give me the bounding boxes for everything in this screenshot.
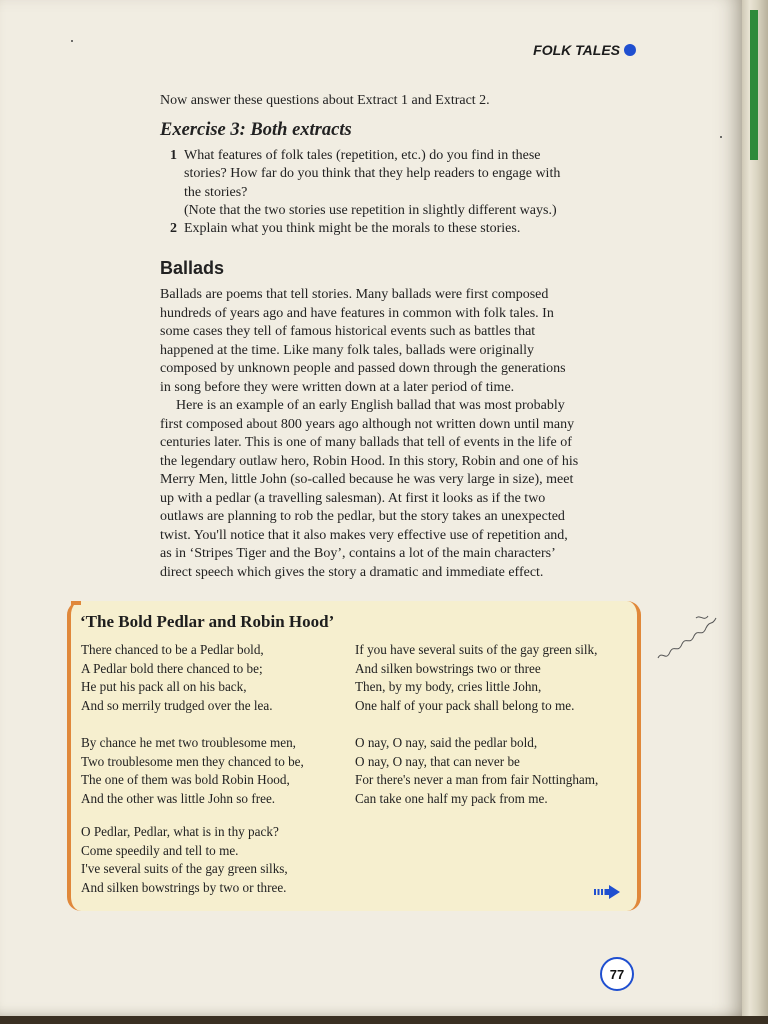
poem-line: He put his pack all on his back, bbox=[81, 679, 247, 694]
poem-stanza bbox=[355, 734, 598, 808]
paragraph-line: up with a pedlar (a travelling salesman). At first it looks as if the two bbox=[160, 490, 546, 506]
poem-line: And so merrily trudged over the lea. bbox=[81, 697, 273, 713]
paragraph-line: first composed about 800 years ago although not written down until many bbox=[160, 416, 575, 432]
page-number: 77 bbox=[600, 957, 634, 991]
paragraph-line: in song before they were written down at a later period of time. bbox=[160, 379, 515, 395]
paragraph-1 bbox=[160, 286, 566, 397]
poem-line: A Pedlar bold there chanced to be; bbox=[81, 660, 263, 676]
paragraph-line: some cases they tell of famous historical events such as battles that bbox=[160, 324, 536, 339]
poem-line: O Pedlar, Pedlar, what is in thy pack? bbox=[81, 824, 279, 839]
poem-line: Come speedily and tell to me. bbox=[81, 842, 239, 858]
poem-line: I've several suits of the gay green silks, bbox=[81, 861, 288, 876]
poem-line: Two troublesome men they chanced to be, bbox=[81, 753, 304, 769]
intro-text: Now answer these questions about Extract 1 and Extract 2. bbox=[160, 93, 490, 108]
exercise-heading: Exercise 3: Both extracts bbox=[160, 120, 352, 140]
paragraph-line: Merry Men, little John (so-called because he was very large in size), meet bbox=[160, 472, 574, 487]
section-heading: Ballads bbox=[160, 258, 225, 278]
poem-line: O nay, O nay, said the pedlar bold, bbox=[355, 735, 538, 750]
question-2 bbox=[170, 220, 521, 238]
poem-title: ‘The Bold Pedlar and Robin Hood’ bbox=[80, 612, 335, 631]
bullet-dot-icon bbox=[624, 44, 636, 56]
question-line: Explain what you think might be the morals to these stories. bbox=[184, 221, 521, 236]
speck bbox=[71, 40, 73, 42]
poem-stanza bbox=[81, 734, 304, 808]
poem-line: And silken bowstrings by two or three. bbox=[81, 879, 287, 895]
poem-line: And silken bowstrings two or three bbox=[355, 660, 541, 676]
paragraph-line: as in ‘Stripes Tiger and the Boy’, contains a lot of the main characters’ bbox=[160, 546, 556, 561]
paragraph-line: outlaws are planning to rob the pedlar, but the story takes an unexpected bbox=[160, 509, 565, 524]
paragraph-2 bbox=[160, 397, 578, 582]
question-number: 1 bbox=[170, 148, 177, 163]
poem-stanza bbox=[81, 641, 273, 715]
poem-line: The one of them was bold Robin Hood, bbox=[81, 772, 290, 787]
paragraph-line: hundreds of years ago and have features in common with folk tales. In bbox=[160, 305, 554, 321]
poem-line: And the other was little John so free. bbox=[81, 790, 276, 806]
question-line: What features of folk tales (repetition, etc.) do you find in these bbox=[184, 148, 541, 163]
poem-stanza bbox=[81, 823, 288, 897]
paragraph-line: the legendary outlaw hero, Robin Hood. In this story, Robin and one of his bbox=[160, 453, 579, 469]
paragraph-line: happened at the time. Like many folk tales, ballads were originally bbox=[160, 342, 534, 358]
paragraph-line: Here is an example of an early English ballad that was most probably bbox=[176, 398, 565, 413]
page-bottom-edge bbox=[0, 1016, 768, 1024]
poem-line: By chance he met two troublesome men, bbox=[81, 735, 296, 750]
header-title: FOLK TALES bbox=[533, 42, 620, 58]
paragraph-line: twist. You'll notice that it also makes very effective use of repetition and, bbox=[160, 527, 568, 543]
question-line: (Note that the two stories use repetition in slightly different ways.) bbox=[184, 203, 557, 219]
green-tab-marker bbox=[750, 10, 758, 160]
question-1 bbox=[170, 147, 561, 219]
paragraph-line: direct speech which gives the story a dramatic and immediate effect. bbox=[160, 564, 544, 580]
poem-line: One half of your pack shall belong to me. bbox=[355, 697, 575, 713]
arrow-right-icon bbox=[594, 885, 620, 899]
paragraph-line: centuries later. This is one of many ballads that tell of events in the life of bbox=[160, 435, 572, 450]
speck bbox=[720, 136, 722, 138]
handwritten-note bbox=[650, 610, 720, 670]
question-line: the stories? bbox=[184, 184, 248, 200]
question-number: 2 bbox=[170, 221, 177, 236]
question-line: stories? How far do you think that they help readers to engage with bbox=[184, 166, 561, 182]
poem-stanza bbox=[355, 641, 597, 715]
paragraph-line: Ballads are poems that tell stories. Many ballads were first composed bbox=[160, 287, 549, 302]
paragraph-line: composed by unknown people and passed down through the generations bbox=[160, 361, 566, 376]
poem-line: For there's never a man from fair Nottingham, bbox=[355, 772, 599, 787]
poem-line: Then, by my body, cries little John, bbox=[355, 679, 542, 694]
poem-line: If you have several suits of the gay green silk, bbox=[355, 642, 598, 657]
poem-line: There chanced to be a Pedlar bold, bbox=[81, 642, 264, 657]
running-header bbox=[533, 42, 636, 58]
poem-line: Can take one half my pack from me. bbox=[355, 790, 548, 806]
poem-line: O nay, O nay, that can never be bbox=[355, 753, 520, 769]
